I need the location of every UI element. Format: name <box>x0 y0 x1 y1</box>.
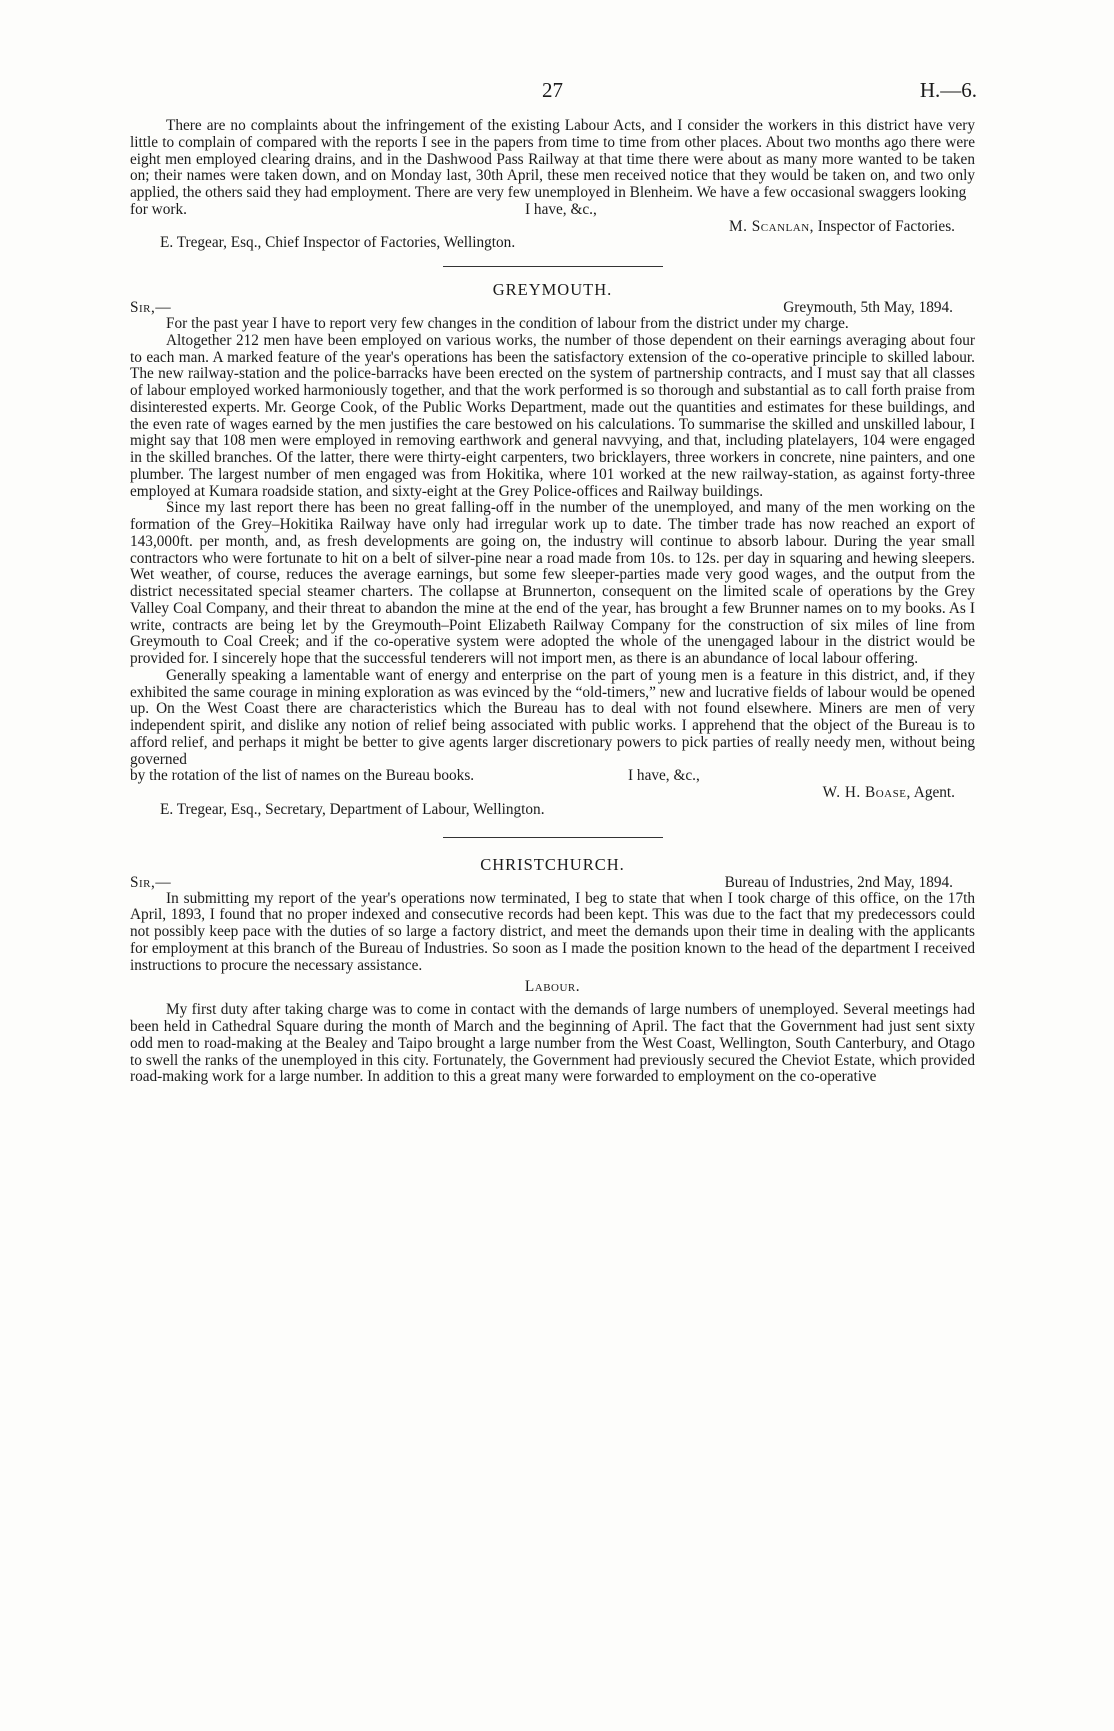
greymouth-paragraph-3: Since my last report there has been no great falling-off in the number of the unemployed, and many of the men working on the formation of the Grey–Hokitika Railway have only had irregular work up to date. The timber trade has now reached an export of 143,000ft. per month, and, as fresh developments are going on, the industry will continue to absorb labour. During the year small contractors who were fortunate to hit on a belt of silver-pine near a road made from 10s. to 12s. per day in squaring and hewing sleepers. Wet weather, of course, reduces the average earnings, but some few sleeper-parties made very good wages, and the output from the district necessitated special steamer charters. The collapse at Brunnerton, consequent on the limited scale of operations by the Grey Valley Coal Company, and their threat to abandon the mine at the end of the year, has brought a few Brunner names on to my books. As I write, contracts are being let by the Greymouth–Point Elizabeth Railway Company for the construction of six miles of line from Greymouth to Coal Creek; and if the co-operative system were adopted the whole of the unengaged labour in the district would be provided for. I sincerely hope that the successful tenderers will not import men, as there is an abundance of local labour offering. <box>130 499 975 667</box>
christchurch-title: CHRISTCHURCH. <box>480 854 625 874</box>
greymouth-date: Greymouth, 5th May, 1894. <box>783 299 953 316</box>
christchurch-subheading: Labour. <box>524 978 581 996</box>
greymouth-addressee: E. Tregear, Esq., Secretary, Department of Labour, Wellington. <box>160 800 545 818</box>
section-divider <box>443 266 663 267</box>
document-reference: H.—6. <box>919 78 977 102</box>
greymouth-last-line: by the rotation of the list of names on the Bureau books. <box>130 767 475 785</box>
greymouth-salutation: Sir,— <box>130 299 172 316</box>
christchurch-labour-paragraph: My first duty after taking charge was to come in contact with the demands of large numbers of unemployed. Several meetings had been held in Cathedral Square during the month of March and the beginning of April. The fact that the Government had just sent sixty odd men to road-making at the Bealey and Taipo brought a large number from the West Coast, Wellington, South Canterbury, and Otago to swell the ranks of the unemployed in this city. Fortunately, the Government had previously secured the Cheviot Estate, which provided road-making work for a large number. In addition to this a great many were forwarded to employment on the co-operative <box>130 1001 975 1086</box>
blenheim-signature-title: Inspector of Factories. <box>817 217 955 235</box>
greymouth-closing: I have, &c., <box>628 767 700 785</box>
blenheim-addressee: E. Tregear, Esq., Chief Inspector of Factories, Wellington. <box>160 234 516 252</box>
greymouth-closing-line <box>130 768 975 785</box>
christchurch-intro: In submitting my report of the year's operations now terminated, I beg to state that when I took charge of this office, on the 17th April, 1893, I found that no proper indexed and consecutive records had been kept. This was due to the fact that my predecessors could not possibly keep pace with the duties of so large a factory district, and meet the demands upon their time in dealing with the applicants for employment at this branch of the Bureau of Industries. So soon as I made the position known to the head of the department I received instructions to procure the necessary assistance. <box>130 889 975 974</box>
blenheim-signature <box>130 219 975 236</box>
greymouth-salutation-line <box>130 299 975 316</box>
blenheim-signature-name: M. Scanlan, <box>729 217 814 235</box>
blenheim-last-line: for work. <box>130 200 187 218</box>
blenheim-closing: I have, &c., <box>525 200 597 218</box>
blenheim-closing-line <box>130 202 975 219</box>
page-number: 27 <box>542 78 563 102</box>
greymouth-signature-name: W. H. Boase, <box>822 784 911 801</box>
christchurch-date: Bureau of Industries, 2nd May, 1894. <box>724 873 953 891</box>
section-divider <box>443 837 663 838</box>
document-page <box>130 78 975 1086</box>
greymouth-signature-title: Agent. <box>913 784 955 801</box>
page-header <box>130 78 975 118</box>
greymouth-paragraph-1: For the past year I have to report very few changes in the condition of labour from the district under my charge. <box>166 315 849 332</box>
christchurch-salutation-line <box>130 874 975 891</box>
greymouth-title: GREYMOUTH. <box>492 280 613 299</box>
greymouth-paragraph-2: Altogether 212 men have been employed on various works, the number of those dependent on their earnings averaging about four to each man. A marked feature of the year's operations has been the satisfactory extension of the co-operative principle to skilled labour. The new railway-station and the police-barracks have been erected on the system of partnership contracts, and I must say that all classes of labour employed worked harmoniously together, and that the work performed is so thorough and substantial as to call forth praise from disinterested experts. Mr. George Cook, of the Public Works Department, made out the quantities and estimates for these buildings, and the even rate of wages earned by the men justifies the care bestowed on his calculations. To summarise the skilled and unskilled labour, I might say that 108 men were employed in removing earthwork and general navvying, and that, including platelayers, 104 were engaged in the skilled branches. Of the latter, there were thirty-eight carpenters, two bricklayers, three workers in concrete, nine painters, and one plumber. The largest number of men engaged was from Hokitika, where 101 worked at the new railway-station, as against forty-three employed at Kumara roadside station, and sixty-eight at the Grey Police-offices and Railway buildings. <box>130 331 975 500</box>
blenheim-paragraph: There are no complaints about the infringement of the existing Labour Acts, and I consider the workers in this district have very little to complain of compared with the reports I see in the papers from time to time from other places. About two months ago there were eight men employed clearing drains, and in the Dashwood Pass Railway at that time there were about as many more wanted to be taken on; their names were taken down, and on Monday last, 30th April, these men received notice that they would be taken on, and two only applied, the others said they had employment. There are very few unemployed in Blenheim. We have a few occasional swaggers looking <box>130 117 975 201</box>
christchurch-salutation: Sir,— <box>130 873 172 891</box>
greymouth-paragraph-4: Generally speaking a lamentable want of energy and enterprise on the part of young men is a feature in this district, and, if they exhibited the same courage in mining exploration as was evinced by the “old-timers,” new and lucrative fields of labour would be opened up. On the West Coast there are characteristics which the Bureau has to deal with not found elsewhere. Miners are men of very independent spirit, and dislike any notion of relief being associated with public works. I apprehend that the object of the Bureau is to afford relief, and perhaps it might be better to give agents larger discretionary powers to pick parties of really needy men, without being governed <box>130 666 975 768</box>
greymouth-signature <box>130 785 975 802</box>
